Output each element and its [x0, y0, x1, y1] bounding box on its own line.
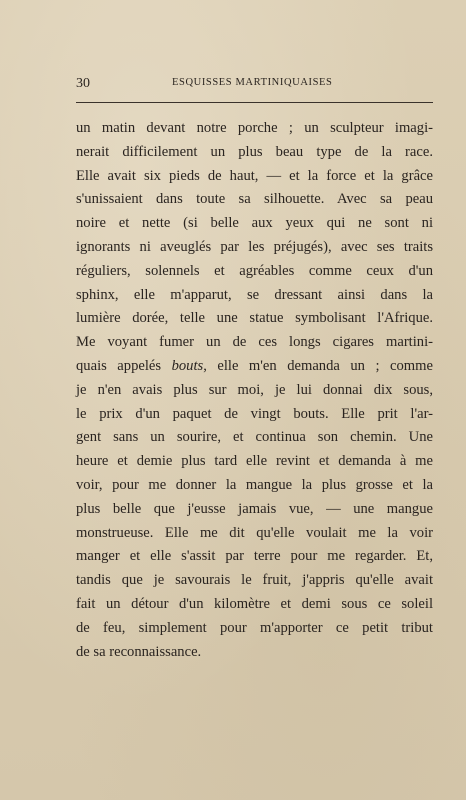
text-line: sphinx, elle m'apparut, se dressant ainsi dans la	[76, 286, 433, 303]
text-line: s'unissaient dans toute sa silhouette. Avec sa peau	[76, 191, 433, 208]
text-line: un matin devant notre porche ; un sculpteur imagi-	[76, 120, 433, 136]
text-line: voir, pour me donner la mangue la plus grosse et la	[76, 476, 433, 493]
text-line: monstrueuse. Elle me dit qu'elle voulait me la voir	[76, 524, 433, 541]
running-head	[76, 76, 433, 94]
text-line: le prix d'un paquet de vingt bouts. Elle prit l'ar-	[76, 405, 433, 422]
text-line: réguliers, solennels et agréables comme ceux d'un	[76, 262, 433, 279]
text-line: Elle avait six pieds de haut, — et la force et la grâce	[76, 167, 433, 184]
text-line: tandis que je savourais le fruit, j'appris qu'elle avait	[76, 572, 433, 589]
text-line: manger et elle s'assit par terre pour me regarder. Et,	[76, 548, 433, 565]
text-line: lumière dorée, telle une statue symbolisant l'Afrique.	[76, 310, 433, 327]
text-line-last: de sa reconnaissance.	[76, 643, 202, 660]
header-rule	[76, 102, 433, 103]
text-line: Me voyant fumer un de ces longs cigares martini-	[76, 334, 433, 351]
text-line: plus belle que j'eusse jamais vue, — une mangue	[76, 500, 433, 517]
page-number: 30	[76, 76, 90, 91]
text-line: nerait difficilement un plus beau type de la race.	[76, 143, 433, 160]
text-line: ignorants ni aveuglés par les préjugés), avec ses traits	[76, 238, 433, 255]
text-line: gent sans un sourire, et continua son chemin. Une	[76, 429, 433, 446]
text-line: fait un détour d'un kilomètre et demi sous ce soleil	[76, 595, 433, 612]
text-line: quais appelés bouts, elle m'en demanda un ; comme	[76, 357, 433, 374]
text-line: de feu, simplement pour m'apporter ce petit tribut	[76, 619, 433, 636]
running-title: ESQUISSES MARTINIQUAISES	[172, 77, 333, 88]
text-line: heure et demie plus tard elle revint et demanda à me	[76, 453, 433, 470]
body-text	[76, 117, 433, 664]
text-line: je n'en avais plus sur moi, je lui donnai dix sous,	[76, 381, 433, 398]
text-line: noire et nette (si belle aux yeux qui ne sont ni	[76, 215, 433, 232]
